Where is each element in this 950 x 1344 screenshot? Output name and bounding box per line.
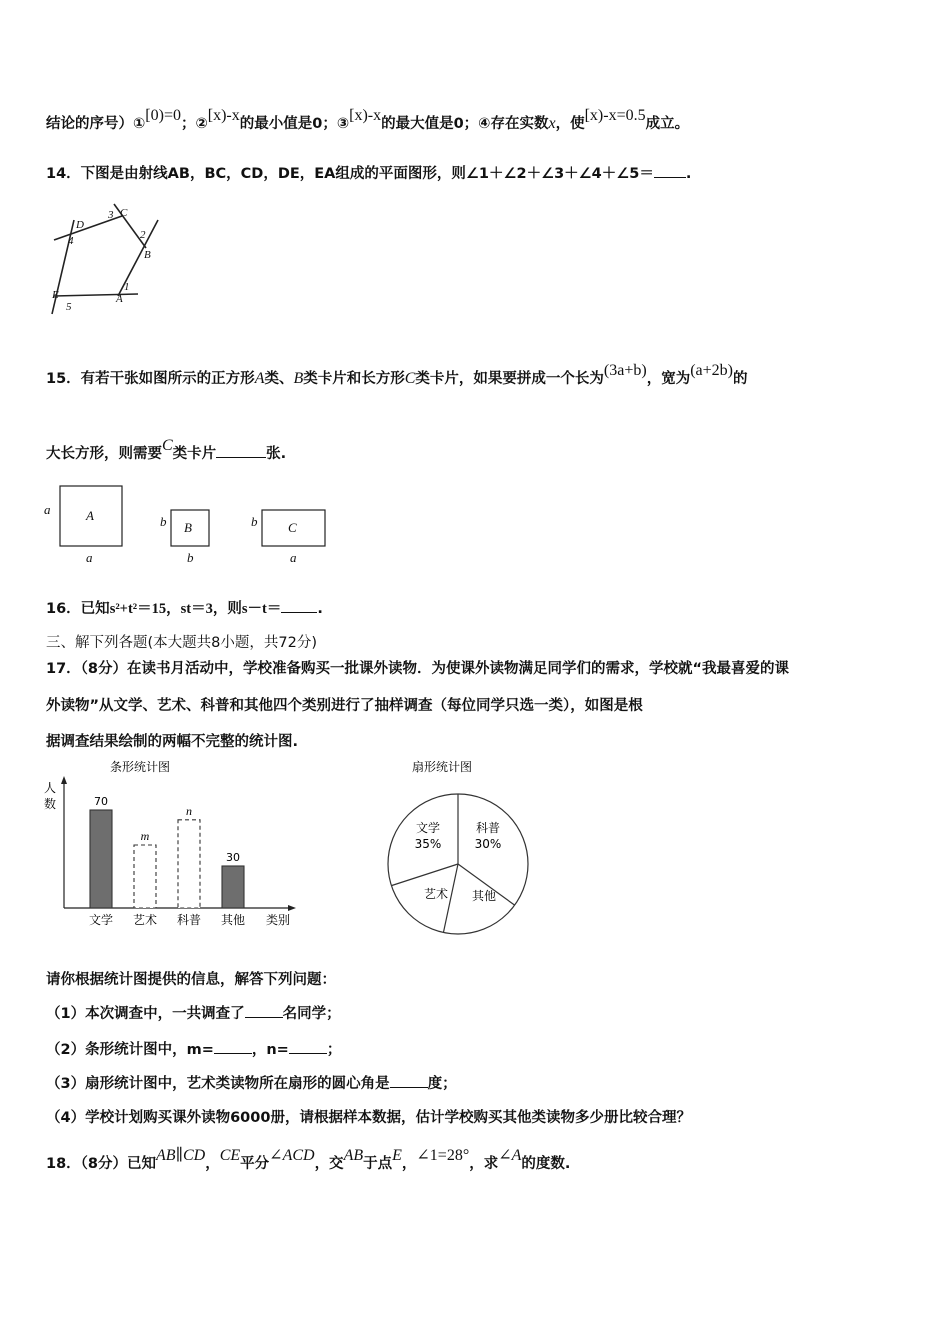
q16-question: 16．已知s²+t²＝15，st＝3，则s－t＝ . [46, 601, 323, 617]
q13-line: 结论的序号）①[0)=0；②[x)-x的最小值是0；③[x)-x的最大值是0；④存在实数x，使[x)-x=0.5成立。 [46, 107, 690, 132]
q17-sub-1: （1）本次调查中，一共调查了 名同学； [46, 1006, 341, 1022]
x-axis-arrow [288, 905, 296, 911]
bar-科普 [178, 820, 200, 908]
bar-其他 [222, 866, 244, 908]
label-C: C [120, 207, 128, 219]
answer-blank [245, 1004, 283, 1018]
pie-chart [380, 752, 540, 938]
q17-sub-3: （3）扇形统计图中，艺术类读物所在扇形的圆心角是 度； [46, 1076, 457, 1092]
card-a-bottom: a [86, 550, 93, 565]
label-A: A [116, 293, 123, 305]
width-expr: (a+2b) [690, 362, 733, 379]
bar-data-label: 70 [94, 795, 108, 808]
pie-slice-label: 科普 [475, 821, 501, 835]
bar-y-label-2: 数 [44, 797, 57, 811]
card-b-side: b [160, 514, 167, 529]
q18-question: 18．（8分）已知AB∥CD，CE平分∠ACD，交AB于点E，∠1=28°，求∠A的度数. [46, 1147, 571, 1172]
q17-ask: 请你根据统计图提供的信息，解答下列问题： [46, 972, 336, 988]
card-c-side: b [251, 514, 258, 529]
length-expr: (3a+b) [603, 362, 647, 379]
q17-sub-4: （4）学校计划购买课外读物6000册，请根据样本数据，估计学校购买其他类读物多少册比较合理？ [46, 1110, 691, 1126]
q17-line-1: 17．（8分）在读书月活动中，学校准备购买一批课外读物．为使课外读物满足同学们的需求，学校就“我最喜爱的课 [46, 661, 790, 677]
bar-tick-label: 科普 [176, 913, 202, 927]
pie-slice-percent: 30% [474, 837, 502, 851]
pie-slice-label: 艺术 [423, 887, 449, 901]
q14-pentagon-figure [46, 198, 166, 318]
pie-slice-percent: 35% [414, 837, 442, 851]
label-B: B [144, 249, 151, 261]
label-E: E [52, 289, 59, 301]
answer-blank [214, 1040, 252, 1054]
card-b-bottom: b [187, 550, 194, 565]
q17-line-2: 外读物”从文学、艺术、科普和其他四个类别进行了抽样调查（每位同学只选一类），如图是根 [46, 698, 643, 714]
bar-x-label: 类别 [266, 913, 291, 927]
answer-blank [216, 444, 266, 458]
card-A-label: A [86, 508, 94, 523]
bar-y-label-1: 人 [44, 781, 57, 795]
pie-slice-label: 其他 [471, 889, 497, 903]
label-5: 5 [66, 301, 72, 313]
pie-chart-title: 扇形统计图 [412, 760, 473, 774]
bar-data-label: m [140, 829, 150, 843]
q15-line-1: 15．有若干张如图所示的正方形A类、B类卡片和长方形C类卡片，如果要拼成一个长为(3a+b)，宽为(a+2b)的 [46, 362, 748, 387]
label-4: 4 [68, 235, 74, 247]
answer-blank [654, 164, 686, 178]
bar-chart [40, 752, 310, 932]
q15-cards-figure [40, 480, 340, 570]
label-2: 2 [140, 229, 146, 241]
q17-sub-2: （2）条形统计图中，m= ，n= ； [46, 1042, 342, 1058]
q13-expr-2: [x)-x [207, 107, 240, 124]
label-1: 1 [124, 281, 130, 293]
card-c-bottom: a [290, 550, 297, 565]
bar-data-label: n [186, 803, 192, 818]
q13-expr-3: [x)-x [349, 107, 382, 124]
q13-expr-1: [0)=0 [145, 107, 181, 124]
card-B-label: B [184, 520, 192, 535]
pie-slice-label: 文学 [415, 821, 441, 835]
y-axis-arrow [61, 776, 67, 784]
answer-blank [281, 599, 317, 613]
q17-line-3: 据调查结果绘制的两幅不完整的统计图. [46, 734, 299, 750]
label-D: D [76, 219, 84, 231]
card-C-label: C [288, 520, 297, 535]
bar-tick-label: 艺术 [132, 913, 158, 927]
q15-line-2: 大长方形，则需要C类卡片 张. [46, 437, 287, 462]
bar-文学 [90, 810, 112, 908]
bar-tick-label: 文学 [88, 913, 114, 927]
card-a-side: a [44, 502, 51, 517]
answer-blank [289, 1040, 327, 1054]
q13-expr-4: [x)-x=0.5 [584, 107, 646, 124]
answer-blank [390, 1074, 428, 1088]
bar-tick-label: 其他 [220, 913, 246, 927]
bar-艺术 [134, 845, 156, 908]
bar-data-label: 30 [226, 851, 240, 864]
q14-question: 14．下图是由射线AB，BC，CD，DE，EA组成的平面图形，则∠1＋∠2＋∠3＋∠4＋∠5＝ . [46, 166, 692, 182]
label-3: 3 [108, 209, 114, 221]
bar-chart-title: 条形统计图 [110, 760, 171, 774]
section-heading: 三、解下列各题(本大题共8小题，共72分) [46, 635, 317, 651]
